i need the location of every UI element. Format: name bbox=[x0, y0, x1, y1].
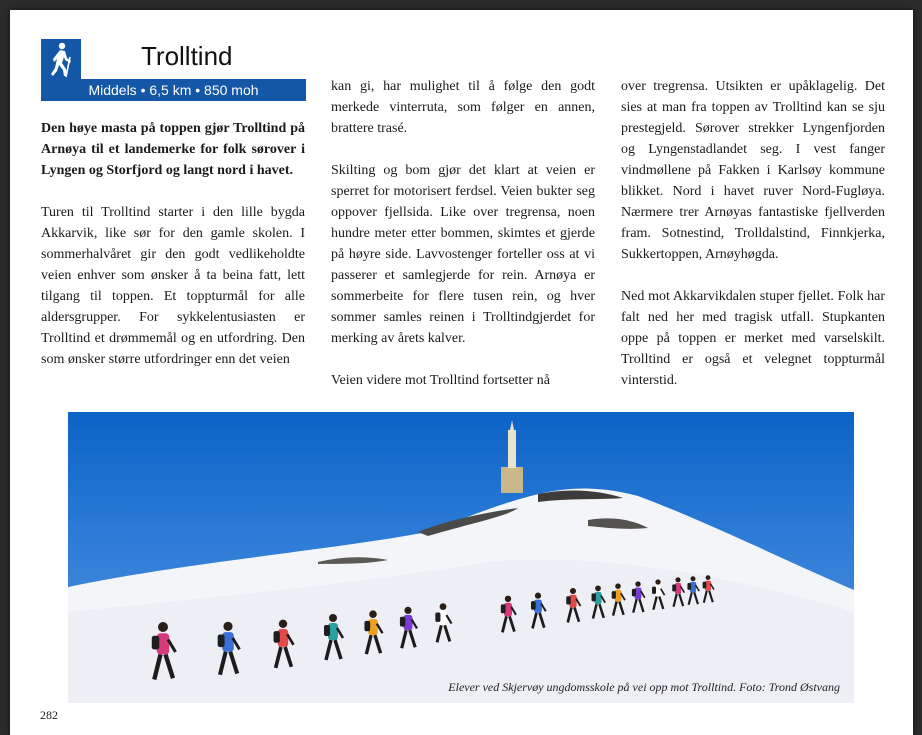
mast-building bbox=[501, 467, 523, 493]
mast bbox=[508, 430, 516, 468]
lead-paragraph: Den høye masta på toppen gjør Trolltind på Arnøya til et landemerke for folk sørover i Lyngen og Storfjord og langt nord i havet. bbox=[41, 121, 305, 178]
text-column-1 bbox=[41, 118, 305, 370]
paragraph: Ned mot Akkarvikdalen stuper fjellet. Folk har falt ned her med tragisk utfall. Stupkanten oppe på toppen er merket med varselskilt. Trolltind er også et velegnet toppturmål vinterstid. bbox=[621, 289, 885, 388]
text-column-3 bbox=[621, 76, 885, 391]
paragraph: over tregrensa. Utsikten er upåklagelig. Det sies at man fra toppen av Trolltind kan se sju prestegjeld. Sørover strekker Lyngenfjorden og Lyngenstadlandet seg. I vest fanger vindmøllene på Fakken i Karlsøy kommune blikket. Nord i havet ruver Nord-Fugløya. Nærmere trer Arnøyas fantastiske fjellverden fram. Sotnestind, Trolldalstind, Finnkjerka, Sukkertoppen, Arnøyhøgda. bbox=[621, 79, 885, 262]
paragraph: Veien videre mot Trolltind fortsetter nå bbox=[331, 373, 550, 388]
paragraph: kan gi, har mulighet til å følge den godt merkede vinterruta, som følger en annen, brattere trasé. bbox=[331, 79, 595, 136]
text-column-2 bbox=[331, 76, 595, 391]
photo-caption: Elever ved Skjervøy ungdomsskole på vei opp mot Trolltind. Foto: Trond Østvang bbox=[448, 680, 840, 694]
hiker-icon bbox=[41, 39, 81, 79]
snow-mountain-illustration bbox=[68, 412, 854, 703]
route-info-bar: Middels • 6,5 km • 850 moh bbox=[41, 79, 306, 101]
paragraph: Skilting og bom gjør det klart at veien er sperret for motorisert ferdsel. Veien bukter seg oppover fjellsida. Like over tregrensa, noen hundre meter etter bommen, skimtes et gjerde på høyre side. Lavvostenger forteller oss at vi passerer et samlegjerde for rein. Arnøya er sommerbeite for flere tusen rein, og hver sommer samles reinen i Trolltindgjerdet for merking av årets kalver. bbox=[331, 163, 595, 346]
route-title: Trolltind bbox=[141, 41, 233, 71]
book-page bbox=[10, 10, 913, 735]
paragraph: Turen til Trolltind starter i den lille bygda Akkarvik, like sør for den gamle skolen. I sommerhalvåret gir den godt vedlikeholdte veien enhver som ønsker å ta beina fatt, lett tilgang til toppen. Et toppturmål for alle aldersgrupper. For sykkelentusiasten er Trolltind et drømmemål og en utfordring. Den som ønsker større utfordringer enn det veien bbox=[41, 205, 305, 367]
mountain-photo bbox=[68, 412, 854, 703]
page-number: 282 bbox=[40, 708, 58, 722]
